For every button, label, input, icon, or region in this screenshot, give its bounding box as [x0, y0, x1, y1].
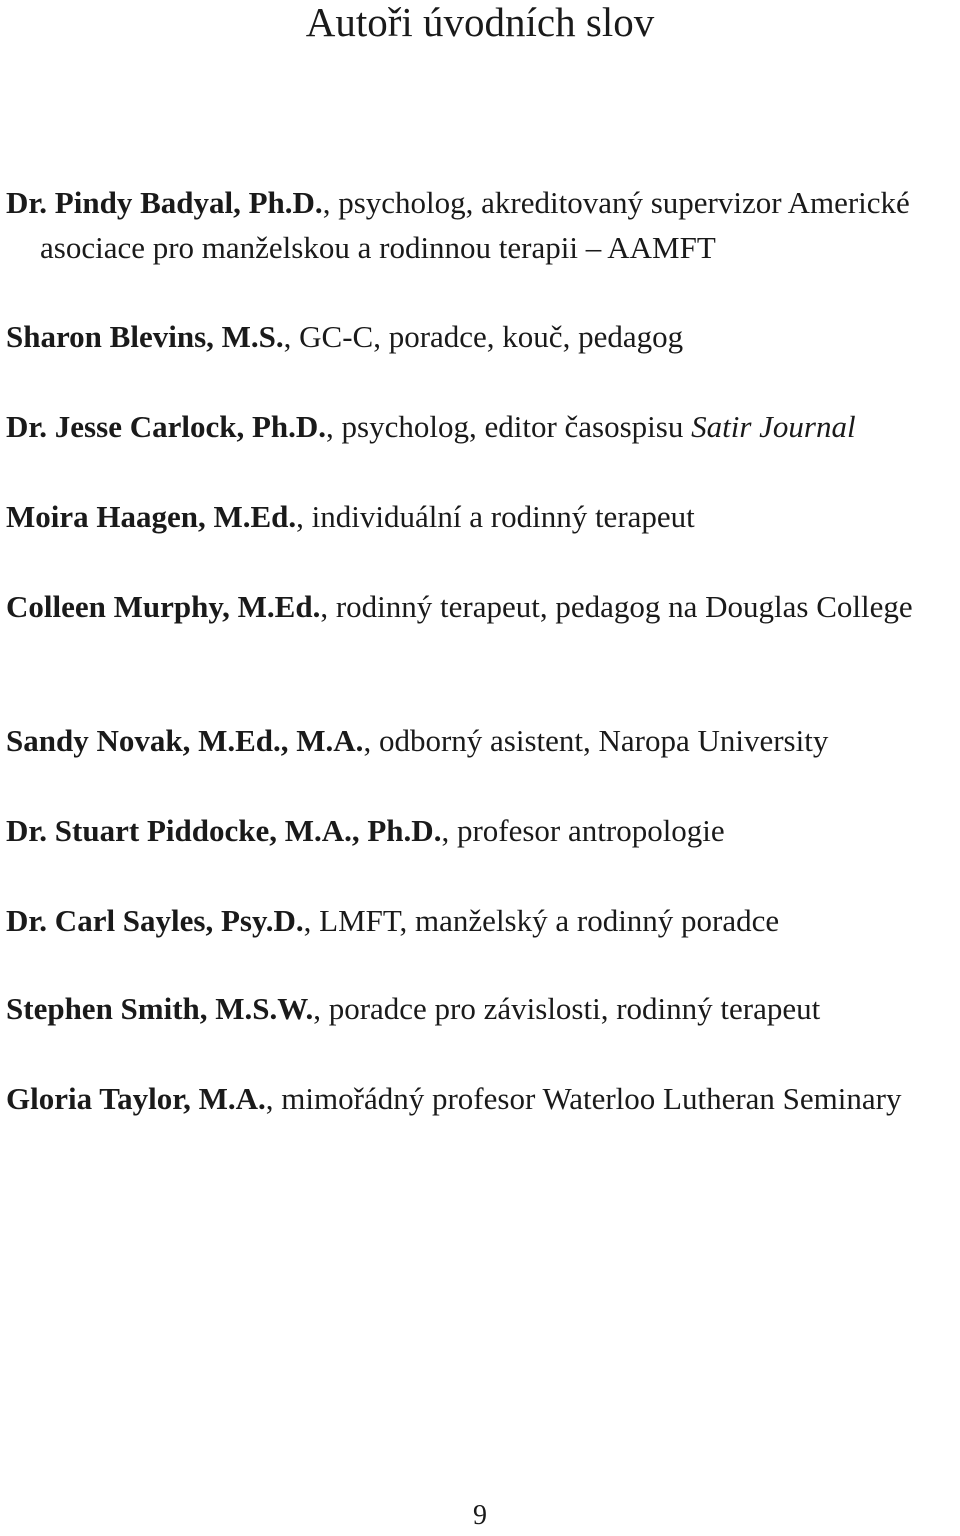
author-name: Sandy Novak, M.Ed., M.A.: [6, 723, 364, 758]
author-name: Gloria Taylor, M.A.: [6, 1081, 266, 1116]
author-entry: [6, 180, 960, 270]
author-name: Dr. Jesse Carlock, Ph.D.: [6, 409, 327, 444]
author-name: Moira Haagen, M.Ed.: [6, 499, 297, 534]
author-description: , psycholog, editor časospisu: [326, 409, 692, 444]
author-description: , mimořádný profesor Waterloo Lutheran Seminary: [265, 1081, 902, 1116]
author-description: , psycholog, akreditovaný supervizor Americké asociace pro manželskou a rodinnou terapii – AAMFT: [40, 185, 910, 265]
author-entry: [6, 808, 956, 853]
author-description: , poradce pro závislosti, rodinný terapeut: [313, 991, 821, 1026]
author-name: Sharon Blevins, M.S.: [6, 319, 284, 354]
author-description: , odborný asistent, Naropa University: [363, 723, 829, 758]
author-description: , rodinný terapeut, pedagog na Douglas College: [320, 589, 913, 624]
author-description: , individuální a rodinný terapeut: [296, 499, 695, 534]
author-entry: [6, 404, 956, 449]
page-title: Autoři úvodních slov: [305, 0, 655, 45]
author-name: Dr. Stuart Piddocke, M.A., Ph.D.: [6, 813, 442, 848]
author-entry: [6, 986, 956, 1031]
author-name: Colleen Murphy, M.Ed.: [6, 589, 321, 624]
author-name: Dr. Pindy Badyal, Ph.D.: [6, 185, 323, 220]
author-entry: [6, 584, 960, 629]
journal-title: Satir Journal: [691, 409, 856, 444]
author-entry: [6, 1076, 960, 1121]
page-number: 9: [473, 1500, 487, 1531]
author-entry: [6, 494, 956, 539]
author-description: , profesor antropologie: [441, 813, 725, 848]
author-entry: [6, 314, 956, 359]
author-entry: [6, 898, 956, 943]
author-name: Dr. Carl Sayles, Psy.D.: [6, 903, 304, 938]
author-description: , LMFT, manželský a rodinný poradce: [303, 903, 780, 938]
author-name: Stephen Smith, M.S.W.: [6, 991, 314, 1026]
author-entry: [6, 718, 956, 763]
author-description: , GC-C, poradce, kouč, pedagog: [283, 319, 684, 354]
